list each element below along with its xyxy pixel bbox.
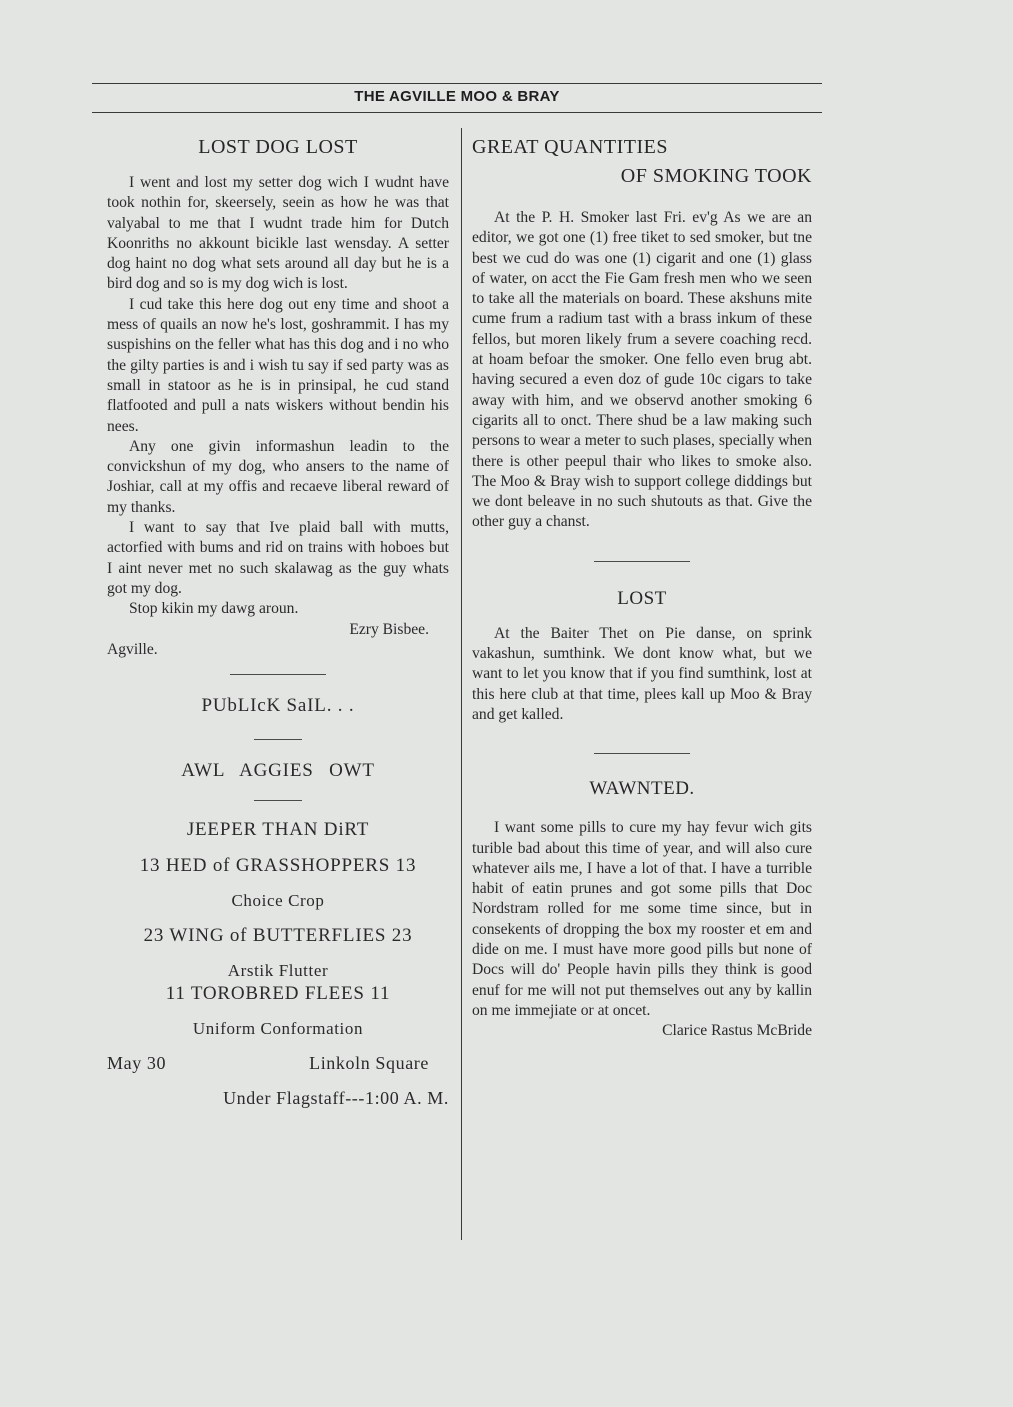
ad-date: May 30 (107, 1053, 167, 1074)
left-column (107, 136, 449, 1109)
smoking-article: At the P. H. Smoker last Fri. ev'g As we are an editor, we got one (1) free tiket to sed smoker, but tne best we cud do was one (1) cigarit and one (1) glass of water, on acct the Fie Gam fresh men who we seen to take all the materials on board. These akshuns mite cume frum a radium tast with a brass inkum of these fellos, but moren likely frum a severe coaching recd. at hoam befoar the smoker. One fello even brug abt. having secured a even doz of gude 10c cigars to take away with him, and we observd another smoking 6 cigarits all to onct. There shud be a law making such persons to wear a meter to such plases, specially when there is other peepul thair who likes to smoke also. The Moo & Bray wish to support college diddings but we dont beleave in no such shutouts as that. Give the other guy a chanst. (472, 209, 812, 531)
section-rule (594, 753, 690, 754)
wanted-signature: Clarice Rastus McBride (662, 1022, 812, 1040)
masthead-rule (92, 112, 822, 113)
ad-location: Linkoln Square (309, 1053, 429, 1074)
smoking-headline-1: GREAT QUANTITIES (472, 136, 668, 158)
paragraph: Any one givin informashun leadin to the convickshun of my dog, who ansers to the name of Joshiar, call at my offis and recaeve liberal reward of my thanks. (107, 437, 449, 516)
auction-ad (107, 695, 449, 1109)
ad-time: Under Flagstaff---1:00 A. M. (223, 1088, 449, 1109)
ad-line: 23 WING of BUTTERFLIES 23 (143, 925, 413, 947)
lost-dog-headline: LOST DOG LOST (198, 136, 358, 158)
section-rule (594, 561, 690, 562)
dateline-place: Agville. (107, 640, 158, 658)
ad-line: Arstik Flutter (227, 961, 329, 981)
paragraph: I went and lost my setter dog wich I wudnt have took nothin for, skeersely, seein as how he was that valyabal to me that I wudnt trade him for Dutch Koonriths no akkount bicikle last wensday. A setter dog haint no dog what sets around all day but he is a bird dog and so is my dog wich is lost. (107, 174, 449, 293)
smoking-headline-2: OF SMOKING TOOK (620, 165, 812, 187)
ad-line: JEEPER THAN DiRT (186, 819, 370, 841)
ad-line: AWL AGGIES OWT (181, 760, 375, 782)
ad-line: 13 HED of GRASSHOPPERS 13 (139, 855, 417, 877)
paragraph: Stop kikin my dawg aroun. (129, 600, 299, 618)
ad-date-location (107, 1053, 449, 1074)
section-rule (230, 674, 326, 675)
ad-line: Choice Crop (231, 891, 325, 911)
paragraph: I want to say that Ive plaid ball with mutts, actorfied with bums and rid on trains with hoboes but I aint never met no such skalawag as the guy whats got my dog. (107, 519, 449, 597)
ad-line: Uniform Conformation (192, 1019, 364, 1039)
paragraph: I cud take this here dog out eny time and shoot a mess of quails an now he's lost, goshrammit. I has my suspishins on the feller what has this dog and i no who the gilty parties is and i wish tu say if sed party was as small in statoor as he is in prinsipal, he cud stand flatfooted and pull a nats wiskers without bendin his nees. (107, 295, 449, 435)
lost-article: At the Baiter Thet on Pie danse, on sprink vakashun, sumthink. We dont know what, but we want to let you know that if you find sumthink, lost at this here club at that time, plees kall up Moo & Bray and get kalled. (472, 624, 812, 723)
top-rule (92, 83, 822, 84)
signature: Ezry Bisbee. (349, 620, 429, 638)
lost-headline: LOST (617, 587, 667, 609)
right-column (472, 136, 812, 1042)
wanted-article: I want some pills to cure my hay fevur wich gits turible bad about this time of year, and will also cure whatever ails me, I have a lot of that. I have a turrible habit of eatin prunes and got some pills that Doc Nordstram rolled for me some time since, but in consekents of dropping the box my rooster et em and dide on me. I must have more good pills but none of Docs will do' People havin pills they think is good enuf for me will not put themselves out any by kallin on me immejiate or at oncet. (472, 819, 812, 1019)
ad-rule (254, 800, 302, 801)
column-divider (461, 128, 462, 1240)
ad-line: 11 TOROBRED FLEES 11 (165, 983, 391, 1005)
masthead: THE AGVILLE MOO & BRAY (354, 88, 560, 105)
ad-rule (254, 739, 302, 740)
ad-line: PUbLIcK SaIL. . . (201, 695, 355, 717)
wanted-headline: WAWNTED. (589, 778, 695, 800)
